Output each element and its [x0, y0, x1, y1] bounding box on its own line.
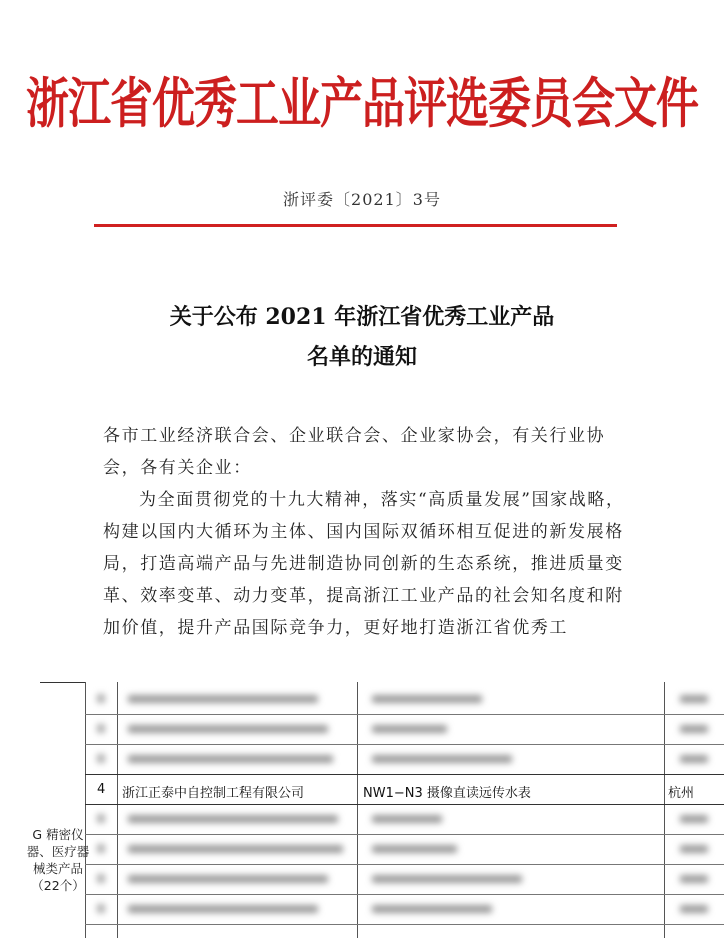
body-paragraph: 为全面贯彻党的十九大精神，落实“高质量发展”国家战略，构建以国内大循环为主体、国内国际双循环相互促进的新发展格局，打造高端产品与先进制造协同创新的生态系统，推进质量变革、效率变革、动力变革，提高浙江工业产品的社会知名度和附加价值，提升产品国际竞争力，更好地打造浙江省优秀工	[103, 490, 625, 638]
table-grid-line	[85, 774, 724, 775]
product-table	[0, 682, 724, 938]
notice-title-line2: 名单的通知	[306, 344, 417, 370]
salutation: 各市工业经济联合会、企业联合会、企业家协会，有关行业协会，各有关企业：	[103, 426, 606, 478]
row-number: 4	[97, 782, 106, 797]
product-name: NW1−N3 摄像直读远传水表	[363, 786, 531, 801]
masthead-title: 浙江省优秀工业产品评选委员会文件	[26, 73, 698, 136]
city-name: 杭州	[668, 786, 695, 801]
blurred-rows-top	[0, 682, 724, 774]
company-name: 浙江正泰中自控制工程有限公司	[122, 786, 305, 801]
category-label: G 精密仪器、医疗器械类产品（22个）	[26, 827, 90, 893]
notice-title-line1: 关于公布 2021 年浙江省优秀工业产品	[169, 304, 555, 330]
document-number: 浙评委〔2021〕3号	[283, 190, 441, 209]
blurred-rows-bottom	[0, 804, 724, 938]
red-divider	[94, 224, 617, 227]
